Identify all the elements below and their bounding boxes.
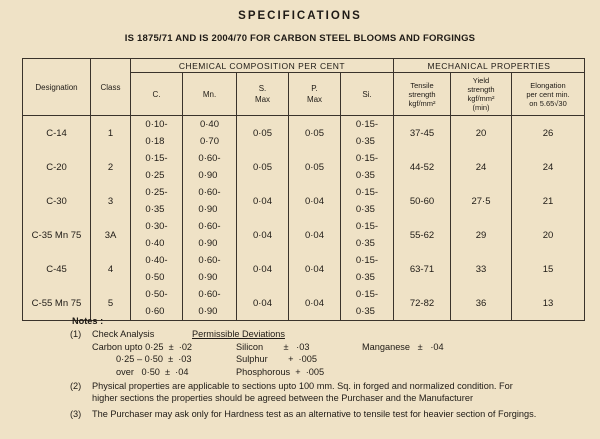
header-elongation xyxy=(512,73,585,116)
note-2-line-1: Physical properties are applicable to sections upto 100 mm. Sq. in forged and normalized condition. For xyxy=(92,381,513,391)
cell-silicon xyxy=(341,184,394,218)
header-designation: Designation xyxy=(23,59,91,116)
cell-tensile: 50-60 xyxy=(394,184,451,218)
page-title: SPECIFICATIONS xyxy=(238,10,362,22)
cell-tensile: 55-62 xyxy=(394,218,451,252)
cell-phosphorus: 0·04 xyxy=(289,184,341,218)
cell-silicon-value: 0·15- xyxy=(355,255,379,266)
cell-manganese xyxy=(183,218,237,252)
header-sulphur-max: Max xyxy=(254,95,271,104)
header-elongation-2: per cent min. xyxy=(526,89,570,99)
note-manganese: Manganese ± ·04 xyxy=(362,342,444,352)
cell-manganese-value: 0·90 xyxy=(198,204,218,215)
cell-silicon-value: 0·35 xyxy=(355,136,375,147)
cell-yield: 29 xyxy=(451,218,512,252)
note-phosphorus: Phosphorous + ·005 xyxy=(236,367,325,377)
cell-silicon-value: 0·15- xyxy=(355,221,379,232)
header-manganese: Mn. xyxy=(183,73,237,116)
header-tensile-2: strength xyxy=(408,89,436,99)
cell-sulphur: 0·04 xyxy=(237,184,289,218)
header-tensile-1: Tensile xyxy=(410,80,434,90)
cell-designation: C-55 Mn 75 xyxy=(23,286,91,321)
cell-sulphur: 0·04 xyxy=(237,286,289,321)
cell-class: 4 xyxy=(91,252,131,286)
cell-phosphorus: 0·04 xyxy=(289,252,341,286)
header-phosphorus xyxy=(289,73,341,116)
note-sulphur: Sulphur + ·005 xyxy=(236,354,317,364)
cell-tensile: 37-45 xyxy=(394,116,451,151)
cell-manganese xyxy=(183,286,237,321)
cell-carbon-value: 0·30- xyxy=(145,221,168,232)
cell-silicon-value: 0·35 xyxy=(355,306,375,317)
header-elongation-3: on 5.65√30 xyxy=(529,98,567,108)
cell-silicon-value: 0·35 xyxy=(355,238,375,249)
cell-silicon-value: 0·15- xyxy=(355,119,379,130)
cell-manganese-value: 0·70 xyxy=(199,136,219,147)
cell-class: 2 xyxy=(91,150,131,184)
cell-manganese-value: 0·60- xyxy=(198,289,221,300)
cell-designation: C-14 xyxy=(23,116,91,151)
cell-silicon-value: 0·35 xyxy=(355,170,375,181)
cell-yield: 20 xyxy=(451,116,512,151)
cell-designation: C-30 xyxy=(23,184,91,218)
cell-elongation: 13 xyxy=(512,286,585,321)
cell-manganese-value: 0·60- xyxy=(198,153,221,164)
cell-elongation: 21 xyxy=(512,184,585,218)
cell-elongation: 26 xyxy=(512,116,585,151)
cell-carbon-value: 0·40 xyxy=(145,238,165,249)
cell-carbon-value: 0·15- xyxy=(145,153,168,164)
header-yield-1: Yield xyxy=(472,76,490,85)
cell-silicon xyxy=(341,252,394,286)
page-subtitle: IS 1875/71 AND IS 2004/70 FOR CARBON STEEL BLOOMS AND FORGINGS xyxy=(124,33,476,44)
cell-tensile: 63-71 xyxy=(394,252,451,286)
cell-sulphur: 0·05 xyxy=(237,150,289,184)
cell-class: 3 xyxy=(91,184,131,218)
header-mechanical-properties: MECHANICAL PROPERTIES xyxy=(394,59,585,73)
cell-carbon-value: 0·40- xyxy=(145,255,168,266)
cell-designation: C-35 Mn 75 xyxy=(23,218,91,252)
header-yield-3: kgf/mm² xyxy=(467,94,495,103)
cell-manganese-value: 0·90 xyxy=(198,170,218,181)
cell-manganese-value: 0·90 xyxy=(198,272,218,283)
header-yield xyxy=(451,73,512,116)
cell-carbon-value: 0·50 xyxy=(145,272,165,283)
note-carbon-1: Carbon upto 0·25 ± ·02 xyxy=(92,342,193,352)
cell-carbon-value: 0·18 xyxy=(145,136,165,147)
cell-manganese-value: 0·60- xyxy=(198,221,221,232)
note-carbon-2: 0·25 – 0·50 ± ·03 xyxy=(116,354,192,364)
note-2-number: (2) xyxy=(70,381,82,391)
table-row xyxy=(23,150,585,184)
note-1-label: Check Analysis xyxy=(92,329,155,339)
cell-elongation: 24 xyxy=(512,150,585,184)
cell-silicon xyxy=(341,218,394,252)
notes-title: Notes : xyxy=(72,316,104,326)
cell-manganese-value: 0·60- xyxy=(198,255,221,266)
cell-silicon-value: 0·15- xyxy=(355,187,379,198)
cell-carbon-value: 0·35 xyxy=(145,204,165,215)
cell-elongation: 15 xyxy=(512,252,585,286)
cell-silicon xyxy=(341,286,394,321)
cell-manganese-value: 0·40 xyxy=(199,119,219,130)
cell-elongation: 20 xyxy=(512,218,585,252)
cell-carbon-value: 0·25 xyxy=(145,170,165,181)
note-1-number: (1) xyxy=(70,329,82,339)
header-yield-4: (min) xyxy=(472,103,490,112)
header-carbon: C. xyxy=(131,73,183,116)
cell-class: 3A xyxy=(91,218,131,252)
cell-tensile: 72-82 xyxy=(394,286,451,321)
table-row xyxy=(23,116,585,151)
note-carbon-3: over 0·50 ± ·04 xyxy=(116,367,189,377)
cell-silicon-value: 0·15- xyxy=(355,289,379,300)
header-elongation-1: Elongation xyxy=(530,80,566,90)
cell-carbon-value: 0·50- xyxy=(145,289,168,300)
header-silicon: Si. xyxy=(341,73,394,116)
cell-sulphur: 0·04 xyxy=(237,218,289,252)
table-row xyxy=(23,184,585,218)
cell-carbon xyxy=(131,116,183,151)
cell-yield: 27·5 xyxy=(451,184,512,218)
note-2-line-2: higher sections the properties should be agreed between the Purchaser and the Manufacturer xyxy=(92,393,474,403)
cell-tensile: 44-52 xyxy=(394,150,451,184)
cell-carbon-value: 0·10- xyxy=(145,119,168,130)
cell-carbon xyxy=(131,150,183,184)
cell-yield: 33 xyxy=(451,252,512,286)
note-3-number: (3) xyxy=(70,409,82,419)
cell-class: 1 xyxy=(91,116,131,151)
cell-sulphur: 0·05 xyxy=(237,116,289,151)
header-class: Class xyxy=(91,59,131,116)
note-3-line-1: The Purchaser may ask only for Hardness test as an alternative to tensile test for heavier section of Forgings. xyxy=(92,409,537,419)
cell-designation: C-20 xyxy=(23,150,91,184)
cell-phosphorus: 0·05 xyxy=(289,116,341,151)
table-row xyxy=(23,286,585,321)
cell-silicon-value: 0·15- xyxy=(355,153,379,164)
cell-manganese-value: 0·90 xyxy=(198,306,218,317)
cell-carbon xyxy=(131,218,183,252)
cell-silicon-value: 0·35 xyxy=(355,204,375,215)
cell-sulphur: 0·04 xyxy=(237,252,289,286)
cell-manganese-value: 0·60- xyxy=(198,187,221,198)
header-tensile-3: kgf/mm² xyxy=(408,98,436,108)
header-phosphorus-max: Max xyxy=(306,95,323,104)
cell-phosphorus: 0·05 xyxy=(289,150,341,184)
cell-silicon xyxy=(341,150,394,184)
cell-designation: C-45 xyxy=(23,252,91,286)
cell-silicon-value: 0·35 xyxy=(355,272,375,283)
cell-carbon-value: 0·25- xyxy=(145,187,168,198)
header-sulphur xyxy=(237,73,289,116)
cell-manganese xyxy=(183,116,237,151)
specifications-table xyxy=(22,58,585,321)
header-tensile xyxy=(394,73,451,116)
cell-manganese xyxy=(183,252,237,286)
note-1-deviation-heading: Permissible Deviations xyxy=(192,329,285,339)
cell-silicon xyxy=(341,116,394,151)
cell-carbon xyxy=(131,184,183,218)
cell-manganese xyxy=(183,184,237,218)
cell-yield: 24 xyxy=(451,150,512,184)
cell-phosphorus: 0·04 xyxy=(289,218,341,252)
table-row xyxy=(23,252,585,286)
note-silicon: Silicon ± ·03 xyxy=(236,342,310,352)
cell-class: 5 xyxy=(91,286,131,321)
cell-yield: 36 xyxy=(451,286,512,321)
cell-manganese-value: 0·90 xyxy=(198,238,218,249)
cell-phosphorus: 0·04 xyxy=(289,286,341,321)
header-sulphur-label: S. xyxy=(258,84,267,93)
cell-manganese xyxy=(183,150,237,184)
table-row xyxy=(23,218,585,252)
cell-carbon-value: 0·60 xyxy=(145,306,165,317)
cell-carbon xyxy=(131,286,183,321)
header-yield-2: strength xyxy=(467,85,495,94)
header-chemical-composition: CHEMICAL COMPOSITION PER CENT xyxy=(131,59,394,73)
cell-carbon xyxy=(131,252,183,286)
header-phosphorus-label: P. xyxy=(311,84,318,93)
